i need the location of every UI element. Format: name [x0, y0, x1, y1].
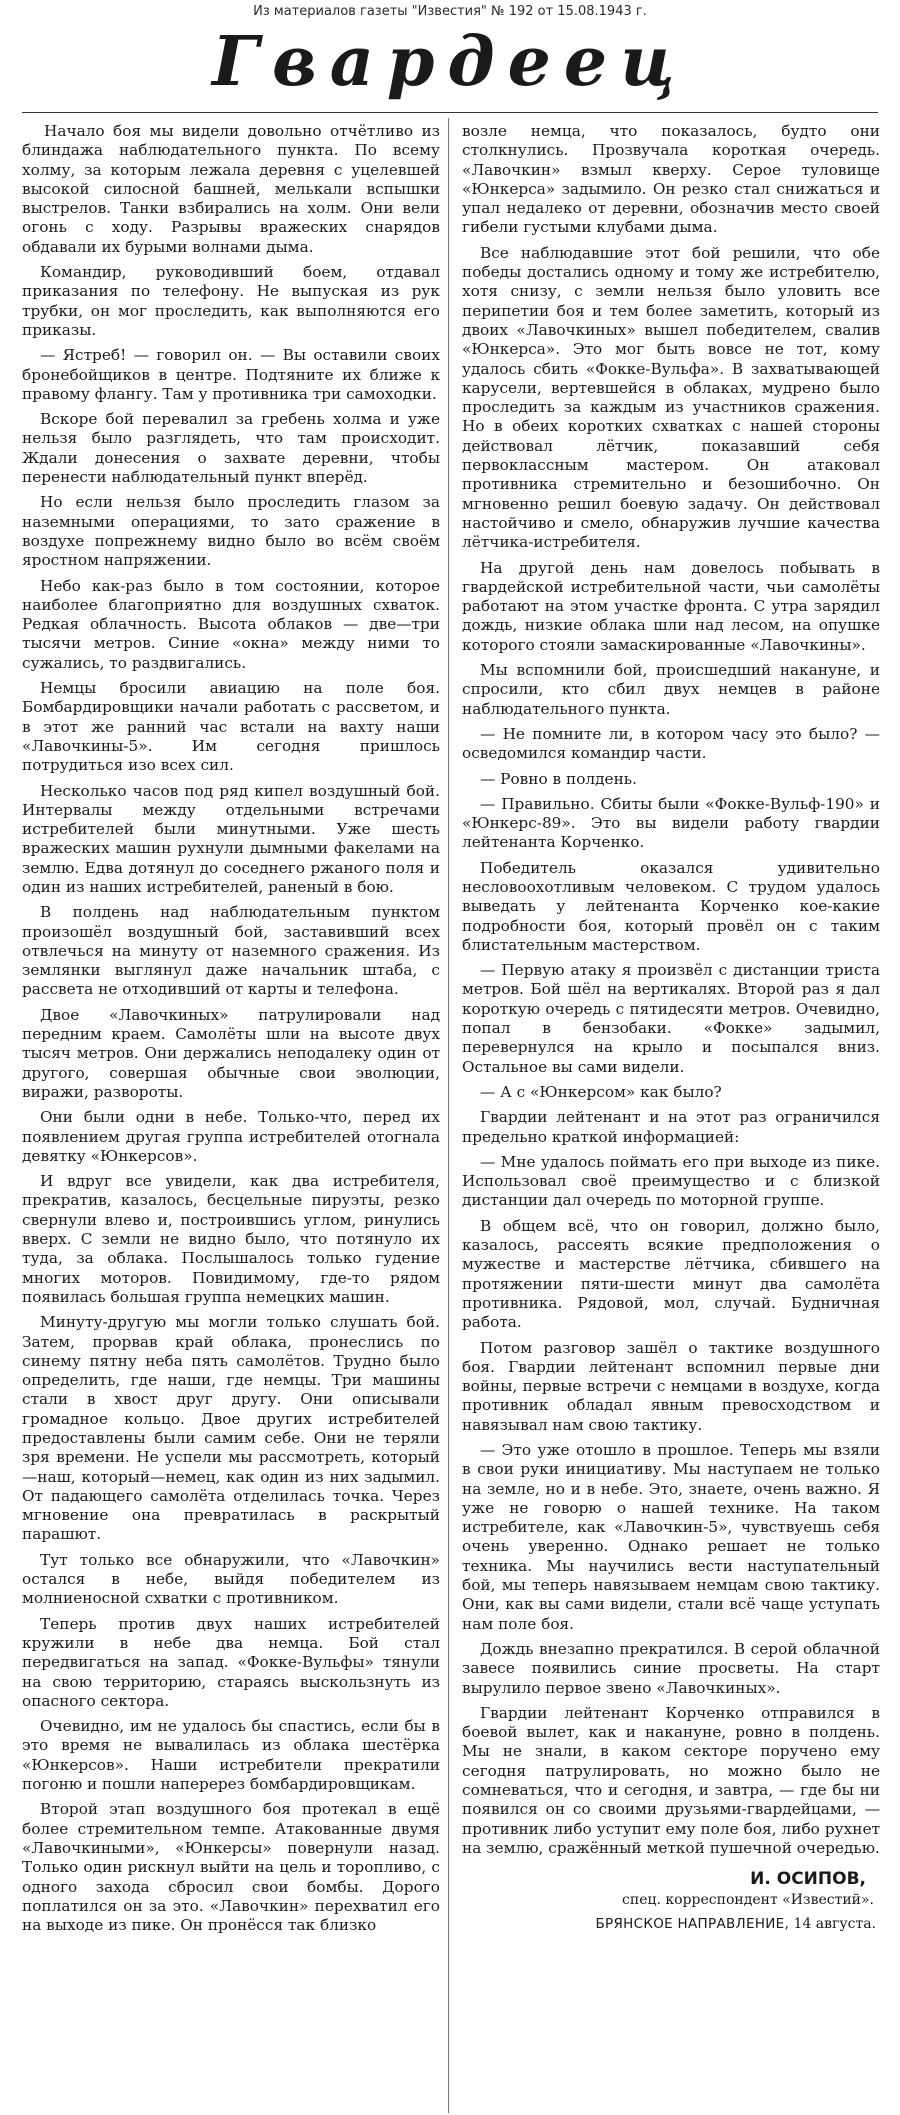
paragraph: Дождь внезапно прекратился. В серой облачной завесе появились синие просветы. На старт вырулило первое звено «Лавочкиных».: [462, 1639, 880, 1697]
paragraph: — Ровно в полдень.: [480, 769, 637, 788]
paragraph: Но если нельзя было проследить глазом за наземными операциями, то зато сражение в воздухе попрежнему видно было во всём своём яростном напряжении.: [22, 493, 440, 570]
author-name: И. ОСИПОВ,: [750, 1869, 866, 1890]
paragraph: — Ястреб! — говорил он. — Вы оставили своих бронебойщиков в центре. Подтяните их ближе к правому флангу. Там у противника три самоходки.: [22, 346, 440, 403]
paragraph: — Правильно. Сбиты были «Фокке-Вульф-190» и «Юнкерс-89». Это вы видели работу гвардии лейтенанта Корченко.: [462, 794, 880, 852]
paragraph: — Не помните ли, в котором часу это было? — осведомился командир части.: [462, 724, 880, 763]
source-note: Из материалов газеты "Известия" № 192 от 15.08.1943 г.: [253, 4, 647, 19]
paragraph: Вскоре бой перевалил за гребень холма и уже нельзя было разглядеть, что там происходит. Ждали донесения о захвате деревни, чтобы перенести наблюдательный пункт вперёд.: [22, 410, 440, 487]
paragraph: Минуту-другую мы могли только слушать бой. Затем, прорвав край облака, пронеслись по синему пятну неба пять самолётов. Трудно было определить, где наши, где немцы. Три машины стали в хвост друг другу. Они описывали громадное кольцо. Двое других истребителей предоставлены были самим себе. Они не теряли зря времени. Не успели мы рассмотреть, который—наш, который—немец, как один из них задымил. От падающего самолёта отделилась точка. Через мгновение она превратилась в раскрытый парашют.: [22, 1313, 440, 1544]
paragraph: Несколько часов под ряд кипел воздушный бой. Интервалы между отдельными встречами истребителей были минутными. Уже шесть вражеских машин рухнули дымными факелами на землю. Едва дотянул до соседнего ржаного поля и один из наших истребителей, раненый в бою.: [22, 781, 440, 896]
paragraph: Начало боя мы видели довольно отчётливо из блиндажа наблюдательного пункта. По всему холму, за которым лежала деревня с уцелевшей высокой силосной башней, мелькали вспышки выстрелов. Танки взбирались на холм. Они вели огонь с ходу. Разрывы вражеских снарядов обдавали их бурыми волнами дыма.: [22, 122, 440, 256]
paragraph: Очевидно, им не удалось бы спастись, если бы в это время не вывалилась из облака шестёрка «Юнкерсов». Наши истребители прекратили погоню и пошли наперерез бомбардировщикам.: [22, 1717, 440, 1794]
title-rule: [22, 112, 878, 113]
paragraph: возле немца, что показалось, будто они столкнулись. Прозвучала короткая очередь. «Лавочкин» взмыл кверху. Серое туловище «Юнкерса» задымило. Он резко стал снижаться и упал недалеко от деревни, обозначив место своей гибели густыми клубами дыма.: [462, 122, 880, 237]
paragraph: Немцы бросили авиацию на поле боя. Бомбардировщики начали работать с рассветом, и в этот же ранний час встали на вахту наши «Лавочкины-5». Им сегодня пришлось потрудиться изо всех сил.: [22, 679, 440, 775]
paragraph: Гвардии лейтенант Корченко отправился в боевой вылет, как и накануне, ровно в полдень. Мы не знали, в каком секторе поручено ему сегодня патрулировать, но можно было не сомневаться, что и сегодня, и завтра, — где бы ни появился он со своими друзьями-гвардейцами, — противник либо уступит ему поле боя, либо рухнет на землю, сражённый меткой пушечной очередью.: [462, 1703, 880, 1857]
paragraph: Тут только все обнаружили, что «Лавочкин» остался в небе, выйдя победителем из молниеносной схватки с противником.: [22, 1550, 440, 1608]
paragraph: Все наблюдавшие этот бой решили, что обе победы достались одному и тому же истребителю, хотя снизу, с земли нельзя было уловить все перипетии боя и тем более заметить, который из двоих «Лавочкиных» вышел победителем, свалив «Юнкерса». Это мог быть вовсе не тот, кому удалось сбить «Фокке-Вульфа». В захватывающей карусели, вертевшейся в облаках, мудрено было проследить за каждым из участников сражения. Но в обеих коротких схватках с нашей стороны действовал лётчик, показавший себя первоклассным мастером. Он атаковал противника стремительно и безошибочно. Он мгновенно решил боевую задачу. Он действовал настойчиво и смело, обнаружив лучшие качества лётчика-истребителя.: [462, 243, 880, 552]
paragraph: Мы вспомнили бой, происшедший накануне, и спросили, кто сбил двух немцев в районе наблюдательного пункта.: [462, 661, 880, 718]
paragraph: — Это уже отошло в прошлое. Теперь мы взяли в свои руки инициативу. Мы наступаем не только на земле, но и в небе. Это, знаете, очень важно. Я уже не говорю о нашей технике. На таком истребителе, как «Лавочкин-5», чувствуешь себя очень уверенно. Однако решает не только техника. Мы научились вести наступательный бой, мы теперь навязываем немцам свою тактику. Они, как вы сами видели, стали всё чаще уступать нам поле боя.: [462, 1441, 880, 1633]
paragraph: Второй этап воздушного боя протекал в ещё более стремительном темпе. Атакованные двумя «Лавочкиными», «Юнкерсы» повернули назад. Только один рискнул выйти на цель и торопливо, с одного захода сбросил свои бомбы. Дорого поплатился он за это. «Лавочкин» перехватил его на выходе из пике. Он пронёсся так близко: [22, 1800, 440, 1935]
paragraph: Они были одни в небе. Только-что, перед их появлением другая группа истребителей отогнала девятку «Юнкерсов».: [22, 1108, 440, 1165]
paragraph: На другой день нам довелось побывать в гвардейской истребительной части, чьи самолёты работают на этом участке фронта. С утра зарядил дождь, низкие облака шли над лесом, на опушке которого стояли замаскированные «Лавочкины».: [462, 558, 880, 654]
paragraph: Теперь против двух наших истребителей кружили в небе два немца. Бой стал передвигаться на запад. «Фокке-Вульфы» тянули на свою территорию, стараясь выскользнуть из опасного сектора.: [22, 1614, 440, 1710]
paragraph: Победитель оказался удивительно несловоохотливым человеком. С трудом удалось выведать у лейтенанта Корченко кое-какие подробности боя, который провёл он с таким блистательным мастерством.: [462, 858, 880, 954]
paragraph: — А с «Юнкерсом» как было?: [480, 1082, 722, 1101]
paragraph: И вдруг все увидели, как два истребителя, прекратив, казалось, бесцельные пируэты, резко свернули влево и, построившись углом, ринулись вверх. С земли не видно было, что потянуло их туда, за облака. Послышалось только гудение многих моторов. Повидимому, где-то рядом появилась большая группа немецких машин.: [22, 1172, 440, 1306]
paragraph: Двое «Лавочкиных» патрулировали над передним краем. Самолёты шли на высоте двух тысяч метров. Они держались неподалеку один от другого, совершая обычные свои эволюции, виражи, развороты.: [22, 1005, 440, 1101]
dateline-place: БРЯНСКОЕ НАПРАВЛЕНИЕ,: [595, 1916, 790, 1933]
paragraph: Командир, руководивший боем, отдавал приказания по телефону. Не выпуская из рук трубки, он мог проследить, как выполняются его приказы.: [22, 263, 440, 339]
paragraph: В общем всё, что он говорил, должно было, казалось, рассеять всякие предположения о мужестве и мастерстве лётчика, сбившего на протяжении пяти-шести минут два самолёта противника. Рядовой, мол, случай. Будничная работа.: [462, 1216, 880, 1332]
article-title: Гвардеец: [212, 22, 688, 102]
left-column: [22, 122, 440, 1941]
dateline: [462, 1914, 880, 1934]
paragraph: — Первую атаку я произвёл с дистанции триста метров. Бой шёл на вертикалях. Второй раз я дал короткую очередь с пятидесяти метров. Очевидно, попал в бензобаки. «Фокке» задымил, перевернулся на крыло и посыпался вниз. Остальное вы сами видели.: [462, 961, 880, 1076]
paragraph: В полдень над наблюдательным пунктом произошёл воздушный бой, заставивший всех отвлечься на минуту от наземного сражения. Из землянки выглянул даже начальник штаба, с рассвета не отходивший от карты и телефона.: [22, 903, 440, 999]
right-column: [462, 122, 880, 1934]
dateline-date: 14 августа.: [793, 1916, 876, 1933]
paragraph: Гвардии лейтенант и на этот раз ограничился предельно краткой информацией:: [462, 1108, 880, 1146]
paragraph: Потом разговор зашёл о тактике воздушного боя. Гвардии лейтенант вспомнил первые дни войны, первые встречи с немцами в воздухе, когда противник обладал явным превосходством и навязывал нам свою тактику.: [462, 1338, 880, 1434]
column-divider: [448, 118, 449, 2113]
paragraph: Небо как-раз было в том состоянии, которое наиболее благоприятно для воздушных схваток. Редкая облачность. Высота облаков — две—три тысячи метров. Синие «окна» между ними то сужались, то раздвигались.: [22, 576, 440, 672]
paragraph: — Мне удалось поймать его при выходе из пике. Использовал своё преимущество и с близкой дистанции дал очередь по моторной группе.: [462, 1152, 880, 1210]
author-role: спец. корреспондент «Известий».: [622, 1892, 874, 1909]
